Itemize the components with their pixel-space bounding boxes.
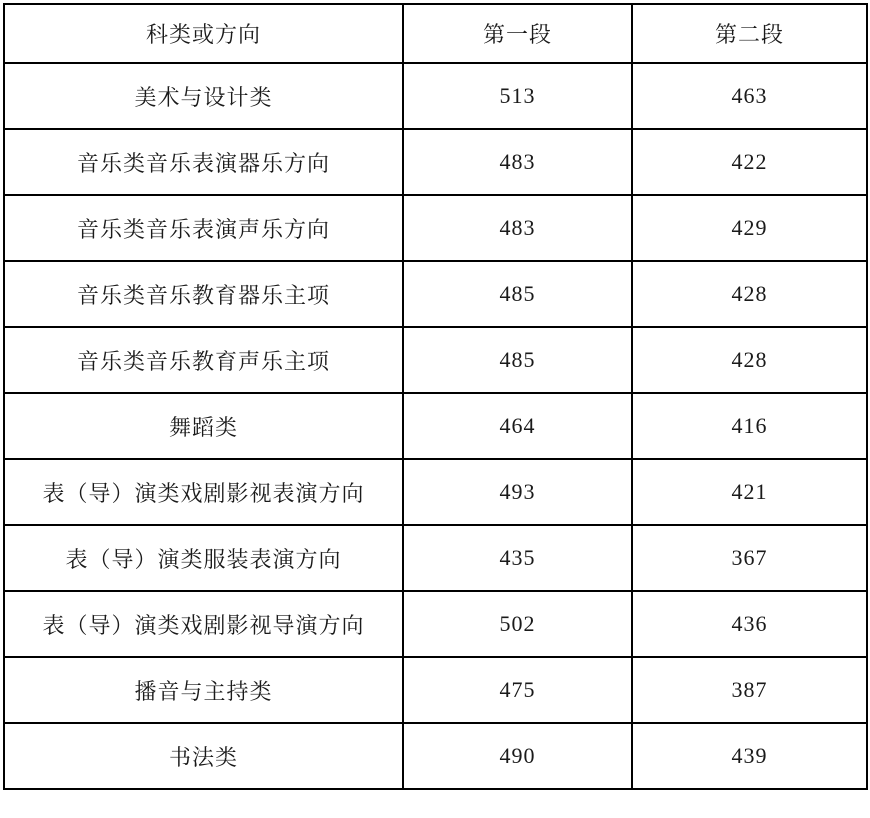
table-row <box>4 195 867 261</box>
table-row <box>4 723 867 789</box>
cell-tier1: 513 <box>403 63 632 129</box>
table-header-row <box>4 4 867 63</box>
cell-category: 表（导）演类戏剧影视表演方向 <box>4 459 403 525</box>
table-row <box>4 459 867 525</box>
cell-tier1: 490 <box>403 723 632 789</box>
cell-tier2: 428 <box>632 327 867 393</box>
cell-category: 音乐类音乐表演声乐方向 <box>4 195 403 261</box>
cell-category: 表（导）演类戏剧影视导演方向 <box>4 591 403 657</box>
scores-table <box>3 3 868 790</box>
table-row <box>4 129 867 195</box>
cell-tier1: 483 <box>403 195 632 261</box>
header-category: 科类或方向 <box>4 4 403 63</box>
cell-tier2: 439 <box>632 723 867 789</box>
cell-tier2: 428 <box>632 261 867 327</box>
cell-tier1: 435 <box>403 525 632 591</box>
table-row <box>4 525 867 591</box>
cell-tier1: 485 <box>403 261 632 327</box>
cell-tier2: 463 <box>632 63 867 129</box>
cell-category: 音乐类音乐教育器乐主项 <box>4 261 403 327</box>
cell-tier2: 416 <box>632 393 867 459</box>
cell-category: 舞蹈类 <box>4 393 403 459</box>
header-tier1: 第一段 <box>403 4 632 63</box>
cell-category: 美术与设计类 <box>4 63 403 129</box>
cell-category: 播音与主持类 <box>4 657 403 723</box>
cell-category: 音乐类音乐表演器乐方向 <box>4 129 403 195</box>
cell-tier2: 387 <box>632 657 867 723</box>
table-row <box>4 657 867 723</box>
cell-category: 书法类 <box>4 723 403 789</box>
cell-tier2: 422 <box>632 129 867 195</box>
cell-category: 音乐类音乐教育声乐主项 <box>4 327 403 393</box>
table-row <box>4 261 867 327</box>
cell-tier2: 436 <box>632 591 867 657</box>
cell-tier1: 475 <box>403 657 632 723</box>
table-row <box>4 393 867 459</box>
cell-tier2: 367 <box>632 525 867 591</box>
table-row <box>4 327 867 393</box>
cell-tier1: 483 <box>403 129 632 195</box>
cell-tier1: 485 <box>403 327 632 393</box>
header-tier2: 第二段 <box>632 4 867 63</box>
cell-category: 表（导）演类服装表演方向 <box>4 525 403 591</box>
table-row <box>4 591 867 657</box>
cell-tier1: 502 <box>403 591 632 657</box>
cell-tier1: 464 <box>403 393 632 459</box>
cell-tier2: 421 <box>632 459 867 525</box>
table-row <box>4 63 867 129</box>
cell-tier2: 429 <box>632 195 867 261</box>
cell-tier1: 493 <box>403 459 632 525</box>
